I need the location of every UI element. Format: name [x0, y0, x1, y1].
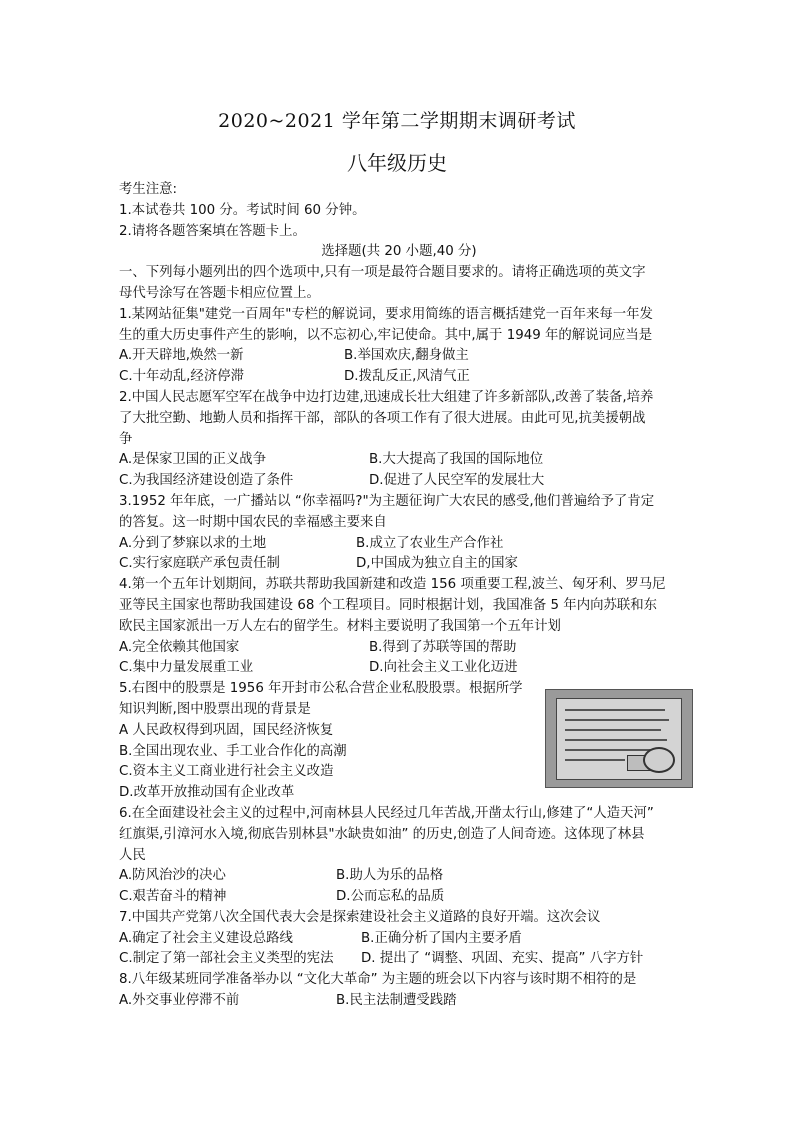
option-b[interactable]: B.全国出现农业、手工业合作化的高潮 [119, 743, 347, 759]
question-2-stem: 2.中国人民志愿军空军在战争中边打边建,迅速成长壮大组建了许多新部队,改善了装备,培养 [119, 389, 654, 405]
question-4-stem: 亚等民主国家也帮助我国建设 68 个工程项目。同时根据计划，我国准备 5 年内向苏联和东 [119, 597, 658, 613]
question-1-options-row [119, 346, 679, 367]
question-2-options-row [119, 450, 679, 471]
option-b[interactable]: B.成立了农业生产合作社 [356, 535, 504, 551]
option-d[interactable]: D.公而忘私的品质 [336, 889, 445, 905]
option-a[interactable]: A.开天辟地,焕然一新 [119, 348, 244, 364]
option-a[interactable]: A.完全依赖其他国家 [119, 639, 240, 655]
option-d[interactable]: D. 提出了 “调整、巩固、充实、提高” 八字方针 [361, 951, 644, 967]
question-8-stem: 8.八年级某班同学准备举办以 “文化大革命” 为主题的班会以下内容与该时期不相符的是 [119, 972, 637, 988]
exam-subtitle: 八年级历史 [347, 151, 447, 175]
option-d[interactable]: D,中国成为独立自主的国家 [356, 556, 518, 572]
stock-certificate-image [545, 689, 693, 788]
certificate-text-line [565, 729, 661, 731]
question-6-stem: 人民 [119, 847, 146, 863]
notice-item: 1.本试卷共 100 分。考试时间 60 分钟。 [119, 202, 366, 218]
question-8-options-row [119, 991, 679, 1012]
question-5-stem: 5.右图中的股票是 1956 年开封市公私合营企业私股股票。根据所学 [119, 681, 523, 697]
question-2-stem: 了大批空勤、地勤人员和指挥干部，部队的各项工作有了很大进展。由此可见,抗美援朝战 [119, 410, 646, 426]
section-title: 选择题(共 20 小题,40 分) [321, 244, 477, 260]
option-b[interactable]: B.举国欢庆,翻身做主 [344, 348, 469, 364]
question-3-stem: 的答复。这一时期中国农民的幸福感主要来自 [119, 514, 387, 530]
option-c[interactable]: C.艰苦奋斗的精神 [119, 889, 227, 905]
question-2-stem: 争 [119, 431, 133, 447]
question-4-options-row [119, 638, 679, 659]
question-6-options-row [119, 887, 679, 908]
option-a[interactable]: A.分到了梦寐以求的土地 [119, 535, 267, 551]
question-6-options-row [119, 866, 679, 887]
option-d[interactable]: D.拨乱反正,风清气正 [344, 369, 470, 385]
certificate-text-line [565, 759, 625, 761]
option-a[interactable]: A.确定了社会主义建设总路线 [119, 930, 293, 946]
section-instruction: 一、下列每小题列出的四个选项中,只有一项是最符合题目要求的。请将正确选项的英文字 [119, 265, 646, 281]
option-b[interactable]: B.民主法制遭受践踏 [336, 993, 457, 1009]
option-b[interactable]: B.得到了苏联等国的帮助 [369, 639, 517, 655]
option-c[interactable]: C.为我国经济建设创造了条件 [119, 473, 294, 489]
option-c[interactable]: C.实行家庭联产承包责任制 [119, 556, 280, 572]
question-6-stem: 红旗渠,引漳河水入境,彻底告别林县"水缺贵如油” 的历史,创造了人间奇迹。这体现了林县 [119, 826, 645, 842]
option-b[interactable]: B.大大提高了我国的国际地位 [369, 452, 544, 468]
exam-body [119, 180, 679, 1012]
option-a[interactable]: A.外交事业停滞不前 [119, 993, 240, 1009]
option-d[interactable]: D.向社会主义工业化迈进 [369, 660, 518, 676]
option-c[interactable]: C.制定了第一部社会主义类型的宪法 [119, 951, 334, 967]
question-4-stem: 欧民主国家派出一万人左右的留学生。材料主要说明了我国第一个五年计划 [119, 618, 561, 634]
question-7-options-row [119, 929, 679, 950]
question-1-options-row [119, 367, 679, 388]
option-d[interactable]: D.促进了人民空军的发展壮大 [369, 473, 545, 489]
option-a[interactable]: A.防风治沙的决心 [119, 868, 226, 884]
question-7-stem: 7.中国共产党第八次全国代表大会是探索建设社会主义道路的良好开端。这次会议 [119, 909, 601, 925]
option-d[interactable]: D.改革开放推动国有企业改革 [119, 785, 295, 801]
question-2-options-row [119, 471, 679, 492]
option-a[interactable]: A 人民政权得到巩固，国民经济恢复 [119, 722, 334, 738]
notice-heading: 考生注意: [119, 182, 178, 197]
certificate-text-line [565, 709, 665, 711]
option-b[interactable]: B.正确分析了国内主要矛盾 [361, 930, 522, 946]
option-b[interactable]: B.助人为乐的品格 [336, 868, 444, 884]
question-3-options-row [119, 554, 679, 575]
question-4-stem: 4.第一个五年计划期间，苏联共帮助我国新建和改造 156 项重要工程,波兰、匈牙利、罗马尼 [119, 577, 666, 593]
certificate-text-line [565, 739, 667, 741]
section-instruction: 母代号涂写在答题卡相应位置上。 [119, 285, 320, 301]
question-6-stem: 6.在全面建设社会主义的过程中,河南林县人民经过几年苦战,开凿太行山,修建了“人造天河” [119, 805, 654, 821]
stock-certificate-paper [556, 698, 682, 780]
option-c[interactable]: C.十年动乱,经济停滞 [119, 369, 244, 385]
option-c[interactable]: C.资本主义工商业进行社会主义改造 [119, 764, 334, 780]
exam-title: 2020~2021 学年第二学期期末调研考试 [218, 110, 576, 132]
notice-item: 2.请将各题答案填在答题卡上。 [119, 223, 306, 239]
question-1-stem: 生的重大历史事件产生的影响，以不忘初心,牢记使命。其中,属于 1949 年的解说词应当是 [119, 327, 653, 343]
option-c[interactable]: C.集中力量发展重工业 [119, 660, 254, 676]
question-4-options-row [119, 658, 679, 679]
certificate-text-line [565, 719, 669, 721]
certificate-text-line [565, 749, 655, 751]
question-1-stem: 1.某网站征集"建党一百周年"专栏的解说词，要求用简练的语言概括建党一百年来每一年发 [119, 306, 653, 322]
question-3-options-row [119, 534, 679, 555]
question-7-options-row [119, 949, 679, 970]
option-a[interactable]: A.是保家卫国的正义战争 [119, 452, 267, 468]
certificate-seal [643, 747, 675, 773]
question-3-stem: 3.1952 年年底，一广播站以 “你幸福吗?"为主题征询广大农民的感受,他们普遍给予了肯定 [119, 493, 655, 509]
question-5-stem: 知识判断,图中股票出现的背景是 [119, 701, 311, 717]
